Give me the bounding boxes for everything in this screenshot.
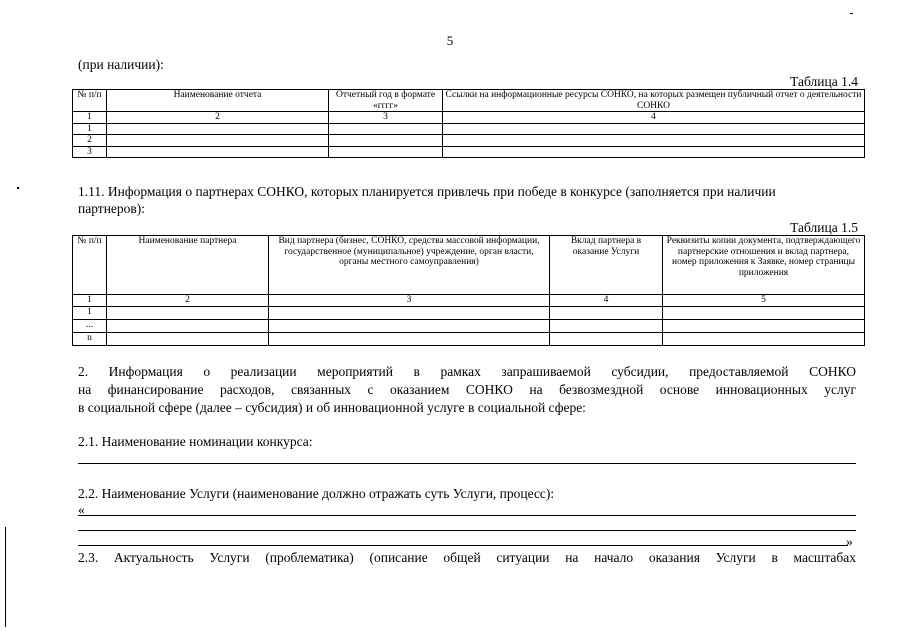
header-cell: Ссылки на информационные ресурсы СОНКО, на которых размещен публичный отчет о деятельности СОНКО	[443, 90, 865, 112]
open-quote: «	[78, 502, 85, 517]
header-cell: Вклад партнера в оказание Услуги	[550, 236, 663, 295]
numbering-cell: 2	[107, 112, 329, 124]
scan-speck	[17, 187, 19, 189]
scan-speck	[850, 13, 853, 14]
row-label-cell: 1	[73, 123, 107, 135]
page-number: 5	[446, 33, 454, 48]
header-cell: № п/п	[73, 90, 107, 112]
header-cell: Отчетный год в формате «гггг»	[329, 90, 443, 112]
empty-cell[interactable]	[107, 135, 329, 147]
empty-cell[interactable]	[107, 306, 269, 319]
empty-cell[interactable]	[269, 332, 550, 345]
row-label-cell: ...	[73, 319, 107, 332]
empty-cell[interactable]	[329, 135, 443, 147]
empty-cell[interactable]	[550, 332, 663, 345]
header-cell: Наименование партнера	[107, 236, 269, 295]
table-header-row	[73, 90, 865, 112]
table-row	[73, 306, 865, 319]
section-tail-text: (при наличии):	[78, 57, 164, 72]
row-label-cell: n	[73, 332, 107, 345]
section-2-line2: на финансирование расходов, связанных с оказанием СОНКО на безвозмездной основе инновационных услуг	[78, 382, 856, 397]
empty-cell[interactable]	[107, 319, 269, 332]
table-row	[73, 332, 865, 345]
numbering-cell: 4	[443, 112, 865, 124]
section-2-1-label: 2.1. Наименование номинации конкурса:	[78, 434, 313, 449]
section-2-2-label: 2.2. Наименование Услуги (наименование должно отражать суть Услуги, процесс):	[78, 486, 555, 501]
table-numbering-row	[73, 295, 865, 307]
empty-cell[interactable]	[443, 146, 865, 158]
empty-cell[interactable]	[443, 135, 865, 147]
empty-cell[interactable]	[269, 319, 550, 332]
empty-cell[interactable]	[329, 123, 443, 135]
section-2-3-text: 2.3. Актуальность Услуги (проблематика) (описание общей ситуации на начало оказания Услуги в масштабах	[78, 550, 856, 565]
empty-cell[interactable]	[663, 332, 865, 345]
table-header-row	[73, 236, 865, 295]
numbering-cell: 3	[329, 112, 443, 124]
numbering-cell: 4	[550, 295, 663, 307]
row-label-cell: 3	[73, 146, 107, 158]
table-1-4-caption: Таблица 1.4	[790, 74, 858, 89]
empty-cell[interactable]	[663, 306, 865, 319]
header-cell: № п/п	[73, 236, 107, 295]
table-row	[73, 135, 865, 147]
numbering-cell: 1	[73, 112, 107, 124]
section-2-line1: 2. Информация о реализации мероприятий в рамках запрашиваемой субсидии, предоставляемой СОНКО	[78, 364, 856, 379]
fill-in-line[interactable]	[78, 530, 856, 531]
table-numbering-row	[73, 112, 865, 124]
empty-cell[interactable]	[443, 123, 865, 135]
empty-cell[interactable]	[550, 306, 663, 319]
row-label-cell: 1	[73, 306, 107, 319]
header-cell: Наименование отчета	[107, 90, 329, 112]
empty-cell[interactable]	[329, 146, 443, 158]
header-cell: Реквизиты копии документа, подтверждающего партнерские отношения и вклад партнера, номер приложения к Заявке, номер страницы приложения	[663, 236, 865, 295]
fill-in-line[interactable]	[78, 463, 856, 464]
scan-edge-mark	[5, 527, 6, 627]
table-row	[73, 146, 865, 158]
table-1-4	[72, 89, 865, 158]
fill-in-line[interactable]	[78, 545, 848, 546]
numbering-cell: 2	[107, 295, 269, 307]
row-label-cell: 2	[73, 135, 107, 147]
table-row	[73, 123, 865, 135]
header-cell: Вид партнера (бизнес, СОНКО, средства массовой информации, государственное (муниципальное) учреждение, орган власти, органы местного самоуправления)	[269, 236, 550, 295]
close-quote: »	[846, 534, 853, 549]
section-2-line3: в социальной сфере (далее – субсидия) и об инновационной услуге в социальной сфере:	[78, 400, 586, 415]
section-1-11-line1: 1.11. Информация о партнерах СОНКО, которых планируется привлечь при победе в конкурсе (заполняется при наличии	[78, 184, 776, 199]
empty-cell[interactable]	[107, 123, 329, 135]
numbering-cell: 3	[269, 295, 550, 307]
table-row	[73, 319, 865, 332]
empty-cell[interactable]	[663, 319, 865, 332]
empty-cell[interactable]	[107, 332, 269, 345]
empty-cell[interactable]	[550, 319, 663, 332]
section-1-11-line2: партнеров):	[78, 201, 146, 216]
table-1-5-caption: Таблица 1.5	[790, 220, 858, 235]
fill-in-line[interactable]	[78, 515, 856, 516]
numbering-cell: 5	[663, 295, 865, 307]
table-1-5	[72, 235, 865, 346]
empty-cell[interactable]	[107, 146, 329, 158]
numbering-cell: 1	[73, 295, 107, 307]
empty-cell[interactable]	[269, 306, 550, 319]
